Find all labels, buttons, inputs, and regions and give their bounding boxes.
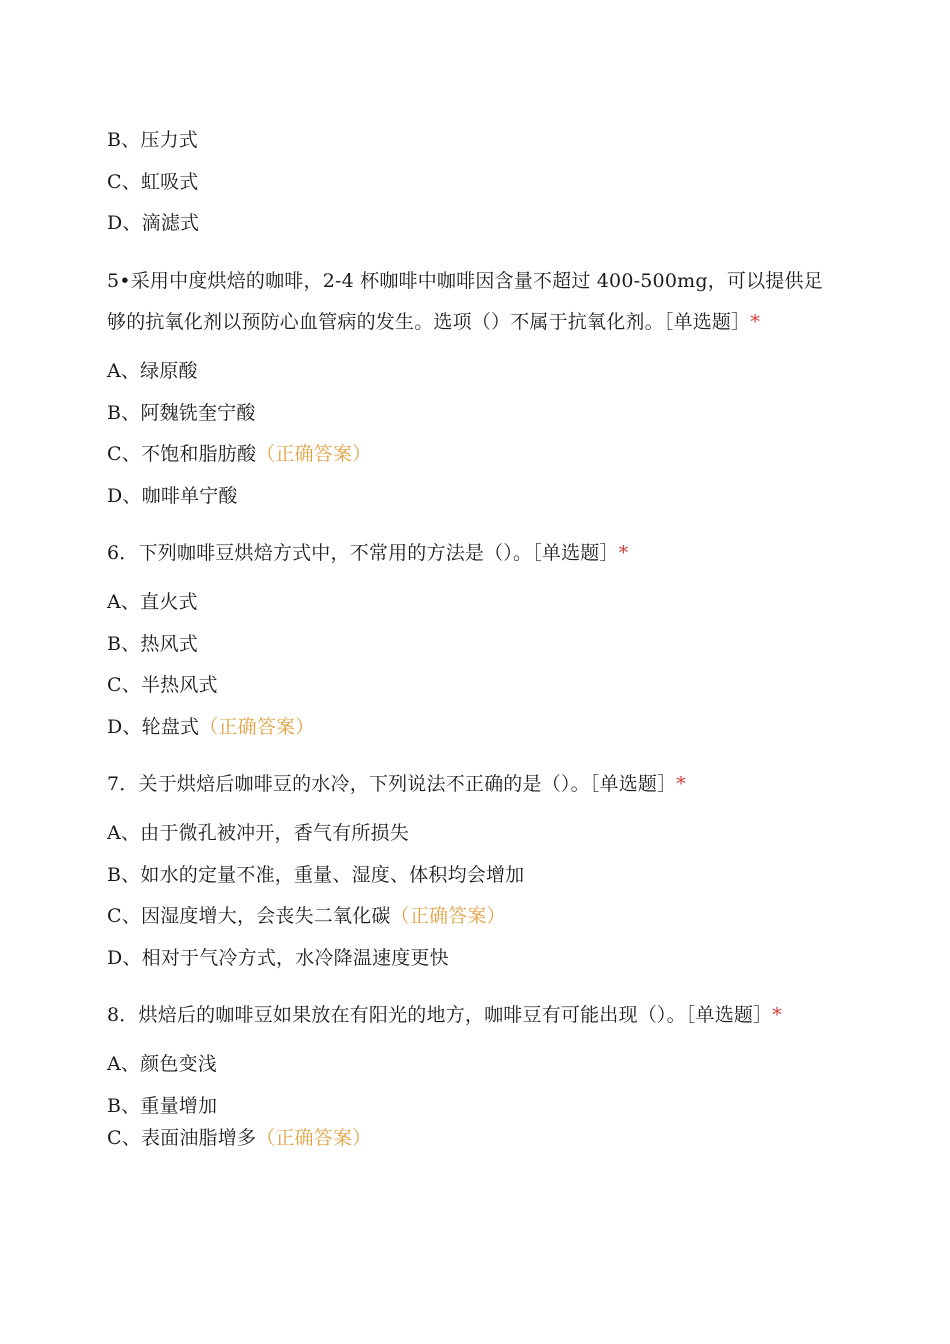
q8-option-b: B、重量增加 [107,1095,218,1117]
correct-answer-label: （正确答案） [256,443,372,465]
q5-stem-line2: 够的抗氧化剂以预防心血管病的发生。选项（）不属于抗氧化剂。［单选题］* [107,311,761,333]
required-star: * [618,542,629,564]
q7-option-d: D、相对于气冷方式，水冷降温速度更快 [107,947,449,969]
q6-option-a: A、直火式 [107,591,198,613]
q6-stem: 6．下列咖啡豆烘焙方式中，不常用的方法是（）。［单选题］* [107,542,629,564]
q7-stem: 7．关于烘焙后咖啡豆的水冷，下列说法不正确的是（）。［单选题］* [107,773,686,795]
required-star: * [772,1004,782,1026]
q6-option-d: D、轮盘式（正确答案） [107,716,315,738]
q5-option-c: C、不饱和脂肪酸（正确答案） [107,443,372,465]
q5-option-a: A、绿原酸 [107,360,198,382]
q7-option-a: A、由于微孔被冲开，香气有所损失 [107,822,409,844]
q7-option-b: B、如水的定量不准，重量、湿度、体积均会增加 [107,864,525,886]
q5-option-b: B、阿魏铣奎宁酸 [107,402,256,424]
correct-answer-label: （正确答案） [199,716,315,738]
q8-option-c: C、表面油脂增多（正确答案） [107,1127,372,1149]
q4-option-b: B、压力式 [107,129,198,151]
q6-option-c: C、半热风式 [107,674,218,696]
q8-option-a: A、颜色变浅 [107,1053,217,1075]
q7-option-c: C、因湿度增大，会丧失二氧化碳（正确答案） [107,905,506,927]
q8-stem: 8．烘焙后的咖啡豆如果放在有阳光的地方，咖啡豆有可能出现（）。［单选题］* [107,1004,782,1026]
correct-answer-label: （正确答案） [256,1127,372,1149]
q4-option-d: D、滴滤式 [107,212,200,234]
q5-option-d: D、咖啡单宁酸 [107,485,238,507]
required-star: * [750,311,761,333]
q6-option-b: B、热风式 [107,633,198,655]
q5-stem-line1: 5•采用中度烘焙的咖啡，2-4 杯咖啡中咖啡因含量不超过 400-500mg，可以提供足 [107,270,823,292]
q4-option-c: C、虹吸式 [107,171,199,193]
correct-answer-label: （正确答案） [390,905,506,927]
required-star: * [676,773,686,795]
